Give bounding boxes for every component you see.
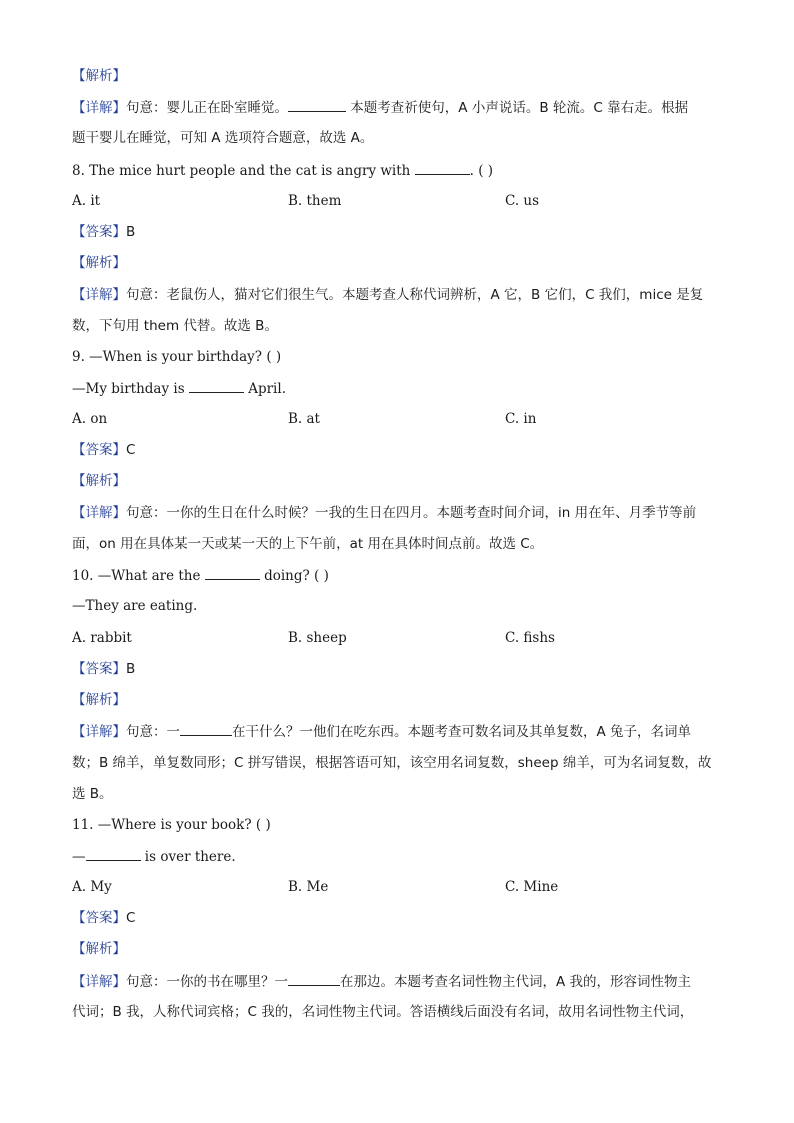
analysis-label: 【解析】	[72, 68, 126, 84]
q10-option-a: A. rabbit	[72, 630, 132, 646]
detail-9-line2: 面，on 用在具体某一天或某一天的上下午前，at 用在具体时间点前。故选 C。	[72, 536, 544, 552]
detail-10-line1: 【详解】句意：一 在干什么？一他们在吃东西。本题考查可数名词及其单复数，A 兔子，名词单	[72, 724, 692, 740]
question-11-line1: 11. —Where is your book? ( )	[72, 817, 271, 833]
detail-8-line2: 数，下句用 them 代替。故选 B。	[72, 318, 278, 334]
detail-10-line2: 数；B 绵羊，单复数同形；C 拼写错误，根据答语可知，该空用名词复数，sheep 绵羊，可为名词复数，故	[72, 755, 712, 771]
detail-11-line2: 代词；B 我，人称代词宾格；C 我的，名词性物主代词。答语横线后面没有名词，故用名词性物主代词，	[72, 1004, 694, 1020]
q11-option-a: A. My	[72, 879, 112, 895]
detail-10-line3: 选 B。	[72, 786, 113, 802]
detail-line-7a: 【详解】句意：婴儿正在卧室睡觉。 本题考查祈使句，A 小声说话。B 轮流。C 靠右走。根据	[72, 100, 689, 116]
answer-blank	[189, 379, 244, 393]
detail-9-line1: 【详解】句意：一你的生日在什么时候？一我的生日在四月。本题考查时间介词，in 用在年、月季节等前	[72, 505, 697, 521]
q8-option-c: C. us	[505, 193, 540, 209]
q8-option-b: B. them	[288, 193, 342, 209]
q10-option-c: C. fishs	[505, 630, 555, 646]
answer-blank	[205, 566, 260, 580]
analysis-10: 【解析】	[72, 692, 126, 708]
analysis-header	[72, 67, 126, 85]
answer-blank	[86, 847, 141, 861]
q9-option-b: B. at	[288, 411, 320, 427]
q9-option-a: A. on	[72, 411, 108, 427]
question-10-line2: —They are eating.	[72, 598, 198, 614]
q8-option-a: A. it	[72, 193, 101, 209]
analysis-11: 【解析】	[72, 941, 126, 957]
answer-blank	[180, 722, 232, 736]
answer-10: 【答案】B	[72, 661, 136, 677]
q11-option-b: B. Me	[288, 879, 329, 895]
detail-11-line1: 【详解】句意：一你的书在哪里？一 在那边。本题考查名词性物主代词，A 我的，形容词性物主	[72, 974, 692, 990]
detail-8-line1: 【详解】句意：老鼠伤人，猫对它们很生气。本题考查人称代词辨析，A 它，B 它们，C 我们，mice 是复	[72, 287, 704, 303]
detail-label: 【详解】	[72, 100, 126, 116]
answer-8: 【答案】B	[72, 224, 136, 240]
q10-option-b: B. sheep	[288, 630, 347, 646]
question-11-line2: — is over there.	[72, 849, 236, 865]
answer-blank	[288, 972, 340, 986]
answer-11: 【答案】C	[72, 910, 136, 926]
question-9-line2: —My birthday is April.	[72, 381, 286, 397]
answer-blank	[415, 161, 470, 175]
q11-option-c: C. Mine	[505, 879, 559, 895]
question-8: 8. The mice hurt people and the cat is angry with . ( )	[72, 163, 494, 179]
analysis-8: 【解析】	[72, 255, 126, 271]
analysis-9: 【解析】	[72, 473, 126, 489]
answer-blank	[288, 98, 346, 112]
answer-9: 【答案】C	[72, 442, 136, 458]
question-10-line1: 10. —What are the doing? ( )	[72, 568, 329, 584]
question-9-line1: 9. —When is your birthday? ( )	[72, 349, 282, 365]
detail-line-7b: 题干婴儿在睡觉，可知 A 选项符合题意，故选 A。	[72, 130, 374, 146]
q9-option-c: C. in	[505, 411, 537, 427]
